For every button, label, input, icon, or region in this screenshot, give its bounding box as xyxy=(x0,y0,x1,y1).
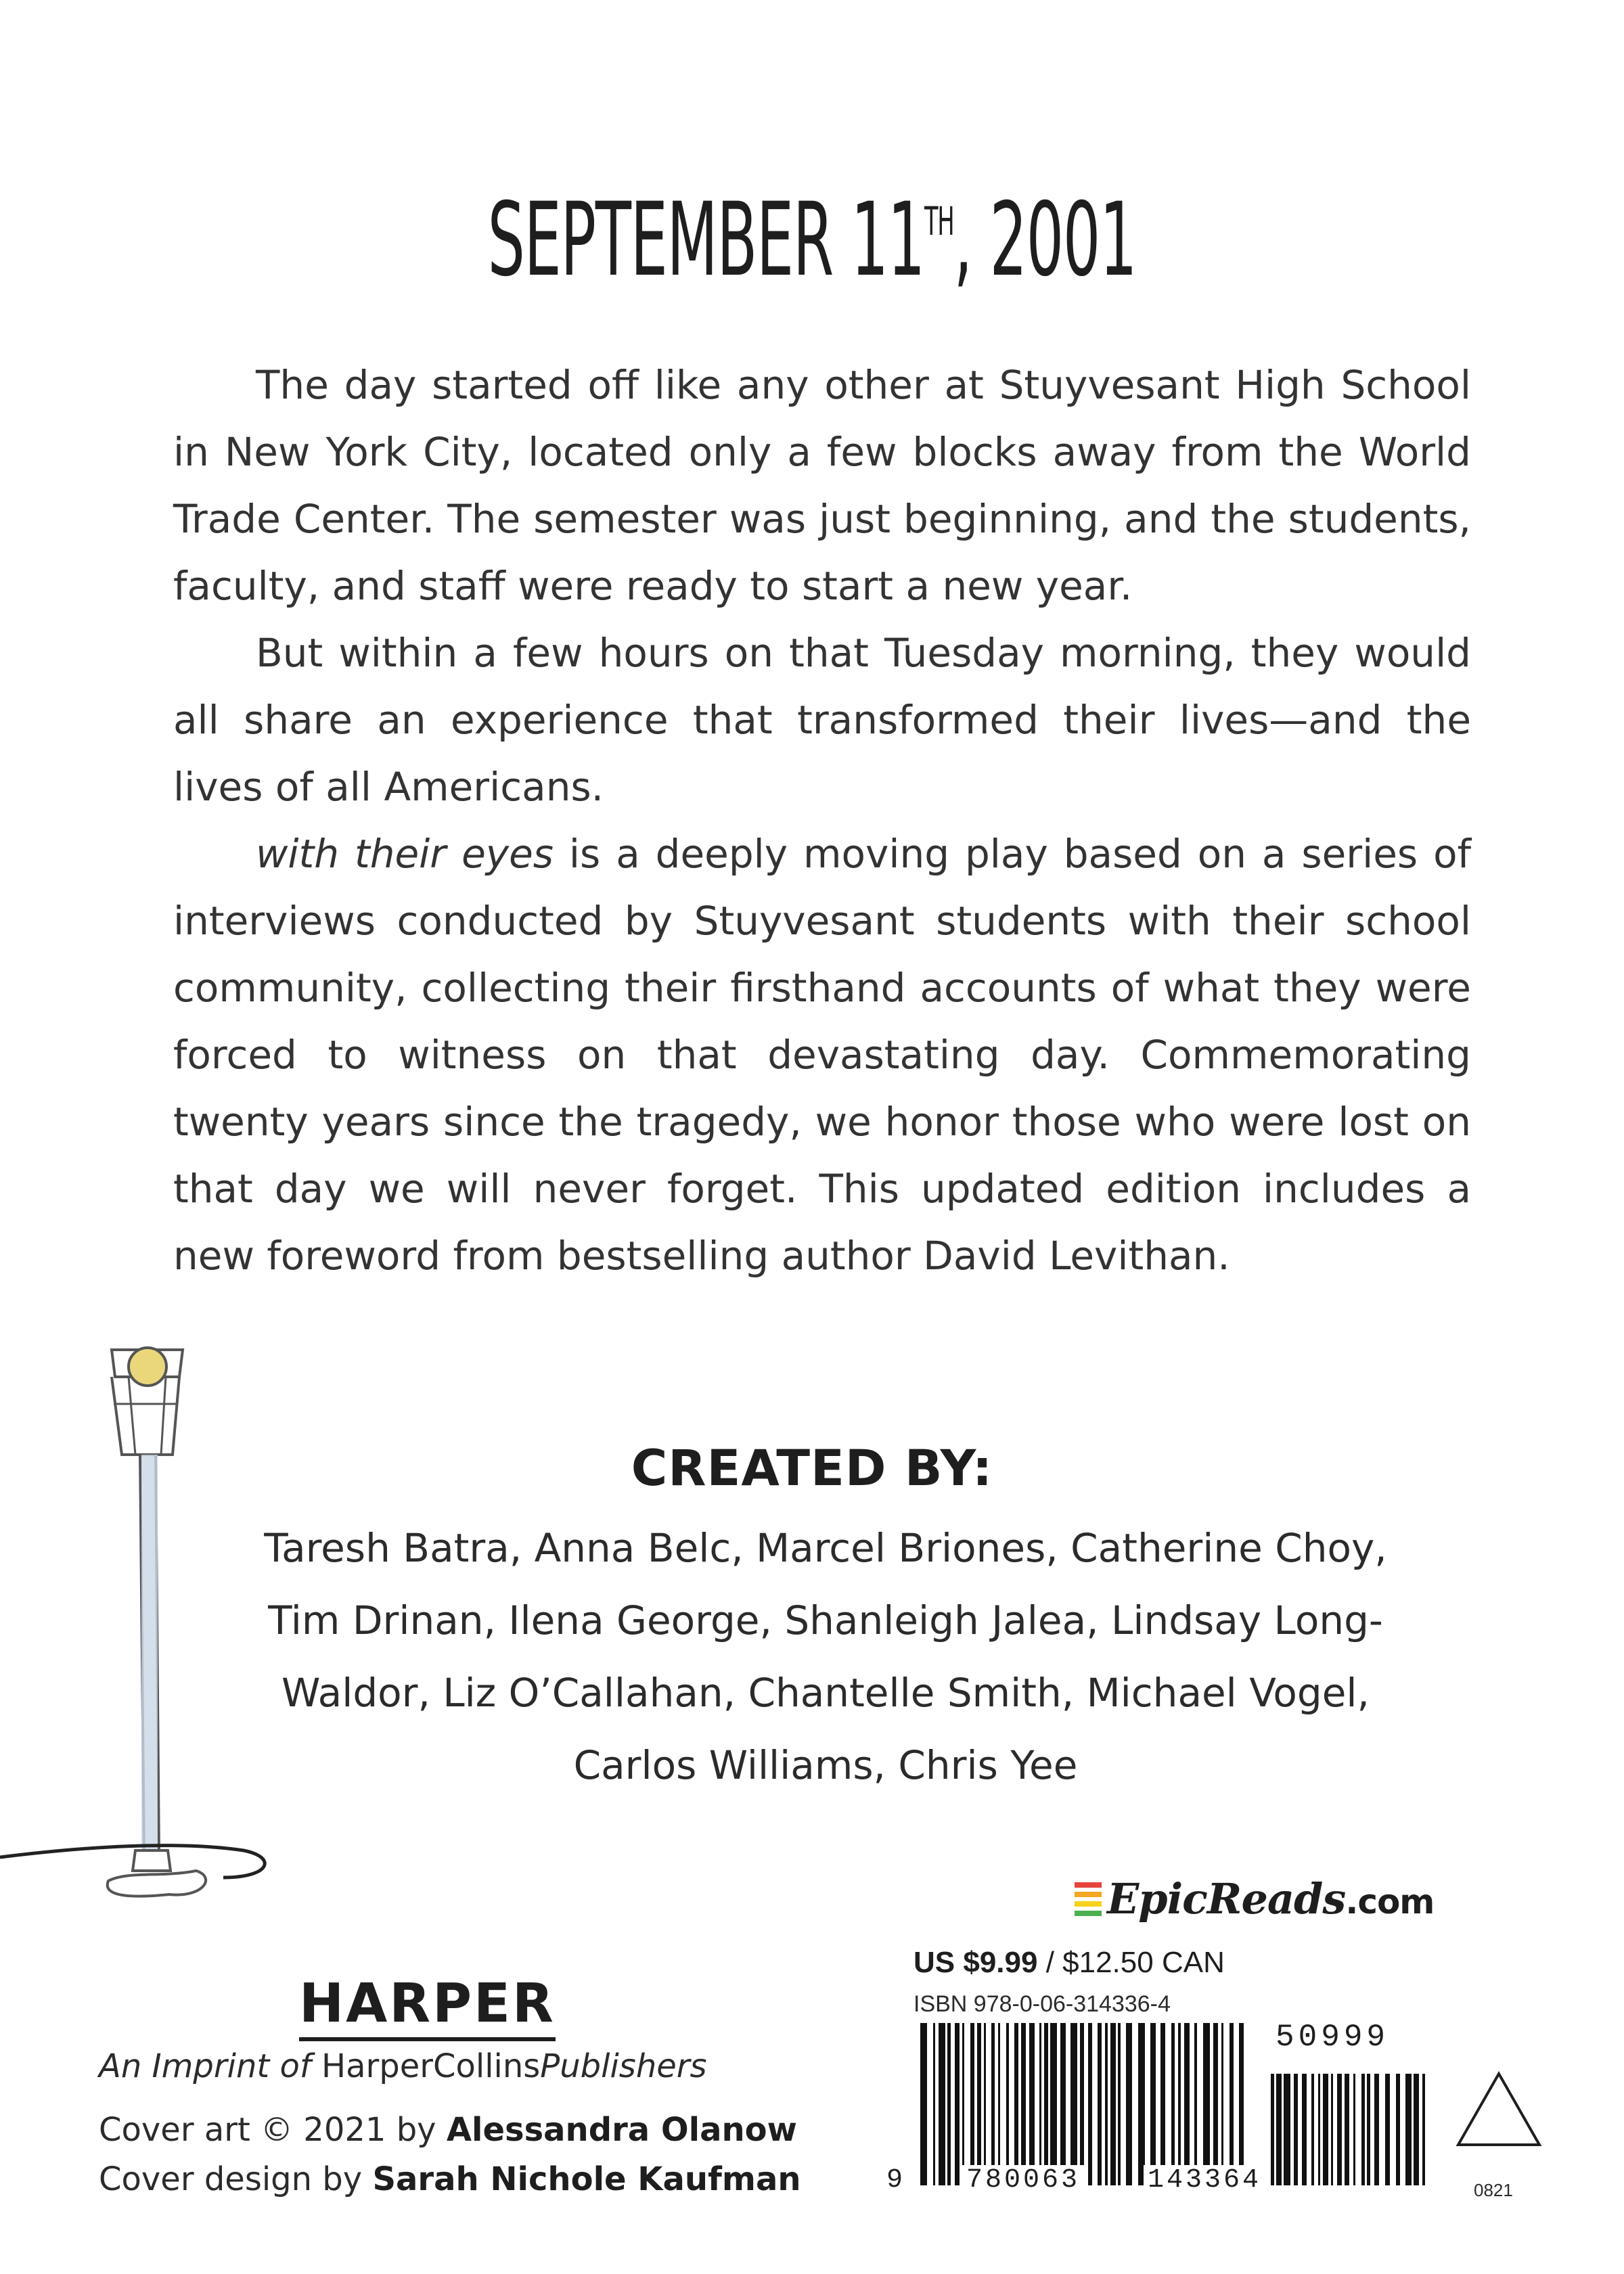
barcode-stripe xyxy=(984,2023,986,2185)
barcode-stripe xyxy=(1105,2023,1108,2185)
description-paragraph-1: The day started off like any other at Stuyvesant High School in New York City, located only a few blocks away from the World Trade Center. The semester was just beginning, and the students, faculty, and staff were ready to start a new year. xyxy=(173,362,1471,609)
created-by-heading: CREATED BY: xyxy=(631,1440,993,1497)
barcode-stripe xyxy=(1070,2023,1077,2185)
barcode-stripe xyxy=(1374,2074,1379,2185)
book-description xyxy=(173,352,1471,1290)
barcode-stripe xyxy=(1029,2023,1035,2185)
barcode-stripe xyxy=(955,2023,960,2185)
barcode-stripe xyxy=(1138,2023,1145,2185)
barcode-stripe xyxy=(947,2023,951,2185)
epic-bar-red xyxy=(1075,1882,1102,1888)
barcode-addon-digits: 50999 xyxy=(1276,2020,1390,2055)
barcode-stripe xyxy=(1126,2023,1132,2185)
barcode-stripe xyxy=(1284,2074,1290,2185)
barcode-stripe xyxy=(1361,2074,1365,2185)
barcode-stripe xyxy=(1110,2023,1116,2185)
barcode-stripe xyxy=(1405,2074,1412,2185)
barcode-stripe xyxy=(1302,2074,1307,2185)
barcode-stripe xyxy=(1239,2023,1244,2185)
epic-bar-yellow xyxy=(1075,1901,1102,1907)
barcode-group-2: 143364 xyxy=(1144,2165,1265,2196)
barcode-stripe xyxy=(1184,2023,1190,2185)
barcode-stripe xyxy=(1060,2023,1066,2185)
barcode-stripe xyxy=(1345,2074,1349,2185)
barcode-stripe xyxy=(1039,2023,1041,2185)
barcode-stripe xyxy=(1422,2074,1425,2185)
epic-bar-orange xyxy=(1075,1892,1102,1897)
epic-reads-logo xyxy=(1075,1874,1434,1924)
barcode-stripe xyxy=(1044,2023,1048,2185)
barcode-stripe xyxy=(933,2023,935,2185)
barcode-stripe xyxy=(1221,2023,1223,2185)
barcode-lead-digit: 9 xyxy=(886,2165,903,2196)
addon-barcode xyxy=(1271,2074,1428,2185)
barcode-stripe xyxy=(1337,2074,1342,2185)
description-paragraph-3-text: is a deeply moving play based on a series of interviews conducted by Stuyvesant students with their school community, collecting their firsthand accounts of what they were forced to witness on that devastating day. Commemorating twenty years since the tragedy, we honor those who were lost on that day we will never forget. This updated edition includes a new foreword from bestselling author David Levithan. xyxy=(173,831,1471,1279)
barcode-stripe xyxy=(1276,2074,1282,2185)
imprint-line: An Imprint of HarperCollinsPublishers xyxy=(99,2047,707,2085)
barcode-stripe xyxy=(1171,2023,1175,2185)
barcode-stripe xyxy=(1353,2074,1355,2185)
triangle-icon xyxy=(1455,2070,1543,2148)
barcode-stripe xyxy=(1294,2074,1298,2185)
cover-art-credit: Cover art © 2021 by Alessandra Olanow xyxy=(99,2111,797,2149)
barcode-stripe xyxy=(991,2023,995,2185)
barcode-stripe xyxy=(920,2023,927,2185)
barcode-stripe xyxy=(1021,2023,1026,2185)
title-year: , 2001 xyxy=(953,181,1137,299)
description-paragraph-3 xyxy=(173,821,1471,1290)
barcode-stripe xyxy=(1230,2023,1234,2185)
barcode-stripe xyxy=(1088,2023,1092,2185)
title-main: SEPTEMBER 11 xyxy=(487,181,925,299)
barcode-stripe xyxy=(1385,2074,1390,2185)
isbn-number: ISBN 978-0-06-314336-4 xyxy=(914,1991,1171,2017)
barcode-stripe xyxy=(1178,2023,1181,2185)
print-code: 0821 xyxy=(1474,2180,1513,2200)
cover-design-credit: Cover design by Sarah Nichole Kaufman xyxy=(99,2160,801,2198)
barcode-stripe xyxy=(1098,2023,1102,2185)
barcode-stripe xyxy=(1396,2074,1400,2185)
isbn-barcode xyxy=(920,2023,1248,2185)
price-line: US $9.99 / $12.50 CAN xyxy=(914,1946,1225,1979)
barcode-stripe xyxy=(939,2023,945,2185)
barcode-stripe xyxy=(1331,2074,1333,2185)
barcode-stripe xyxy=(1080,2023,1084,2185)
barcode-stripe xyxy=(1414,2074,1419,2185)
barcode-stripe xyxy=(1014,2023,1018,2185)
epic-bar-green xyxy=(1075,1911,1102,1916)
barcode-stripe xyxy=(1194,2023,1197,2185)
epic-reads-text: EpicReads.com xyxy=(1107,1874,1435,1924)
description-paragraph-2: But within a few hours on that Tuesday morning, they would all share an experience that transformed their lives—and the lives of all Americans. xyxy=(173,630,1471,810)
title-superscript: TH xyxy=(924,198,954,244)
barcode-stripe xyxy=(1160,2023,1165,2185)
barcode-stripe xyxy=(1323,2074,1328,2185)
barcode-stripe xyxy=(1118,2023,1121,2185)
barcode-digits xyxy=(886,2165,1265,2196)
barcode-stripe xyxy=(1150,2023,1156,2185)
barcode-group-1: 780063 xyxy=(962,2165,1084,2196)
barcode-stripe xyxy=(1050,2023,1057,2185)
book-title-italic: with their eyes xyxy=(256,831,554,877)
barcode-stripe xyxy=(962,2023,964,2185)
epic-reads-bars-icon xyxy=(1075,1882,1102,1916)
barcode-stripe xyxy=(1318,2074,1320,2185)
barcode-stripe xyxy=(970,2023,974,2185)
barcode-stripe xyxy=(977,2023,981,2185)
barcode-stripe xyxy=(1213,2023,1218,2185)
publisher-logo: HARPER xyxy=(299,1972,556,2041)
barcode-stripe xyxy=(998,2023,1000,2185)
street-lamp-drawing-icon xyxy=(0,1336,298,1918)
barcode-stripe xyxy=(1203,2023,1210,2185)
creators-list: Taresh Batra, Anna Belc, Marcel Briones, Catherine Choy, Tim Drinan, Ilena George, Shanleigh Jalea, Lindsay Long-Waldor, Liz O’Callahan, Chantelle Smith, Michael Vogel, Carlos Williams, Chris Yee xyxy=(264,1525,1387,1788)
barcode-stripe xyxy=(1367,2074,1370,2185)
barcode-stripe xyxy=(1006,2023,1009,2185)
page-title xyxy=(341,181,1283,299)
barcode-stripe xyxy=(1271,2074,1274,2185)
barcode-stripe xyxy=(1311,2074,1314,2185)
